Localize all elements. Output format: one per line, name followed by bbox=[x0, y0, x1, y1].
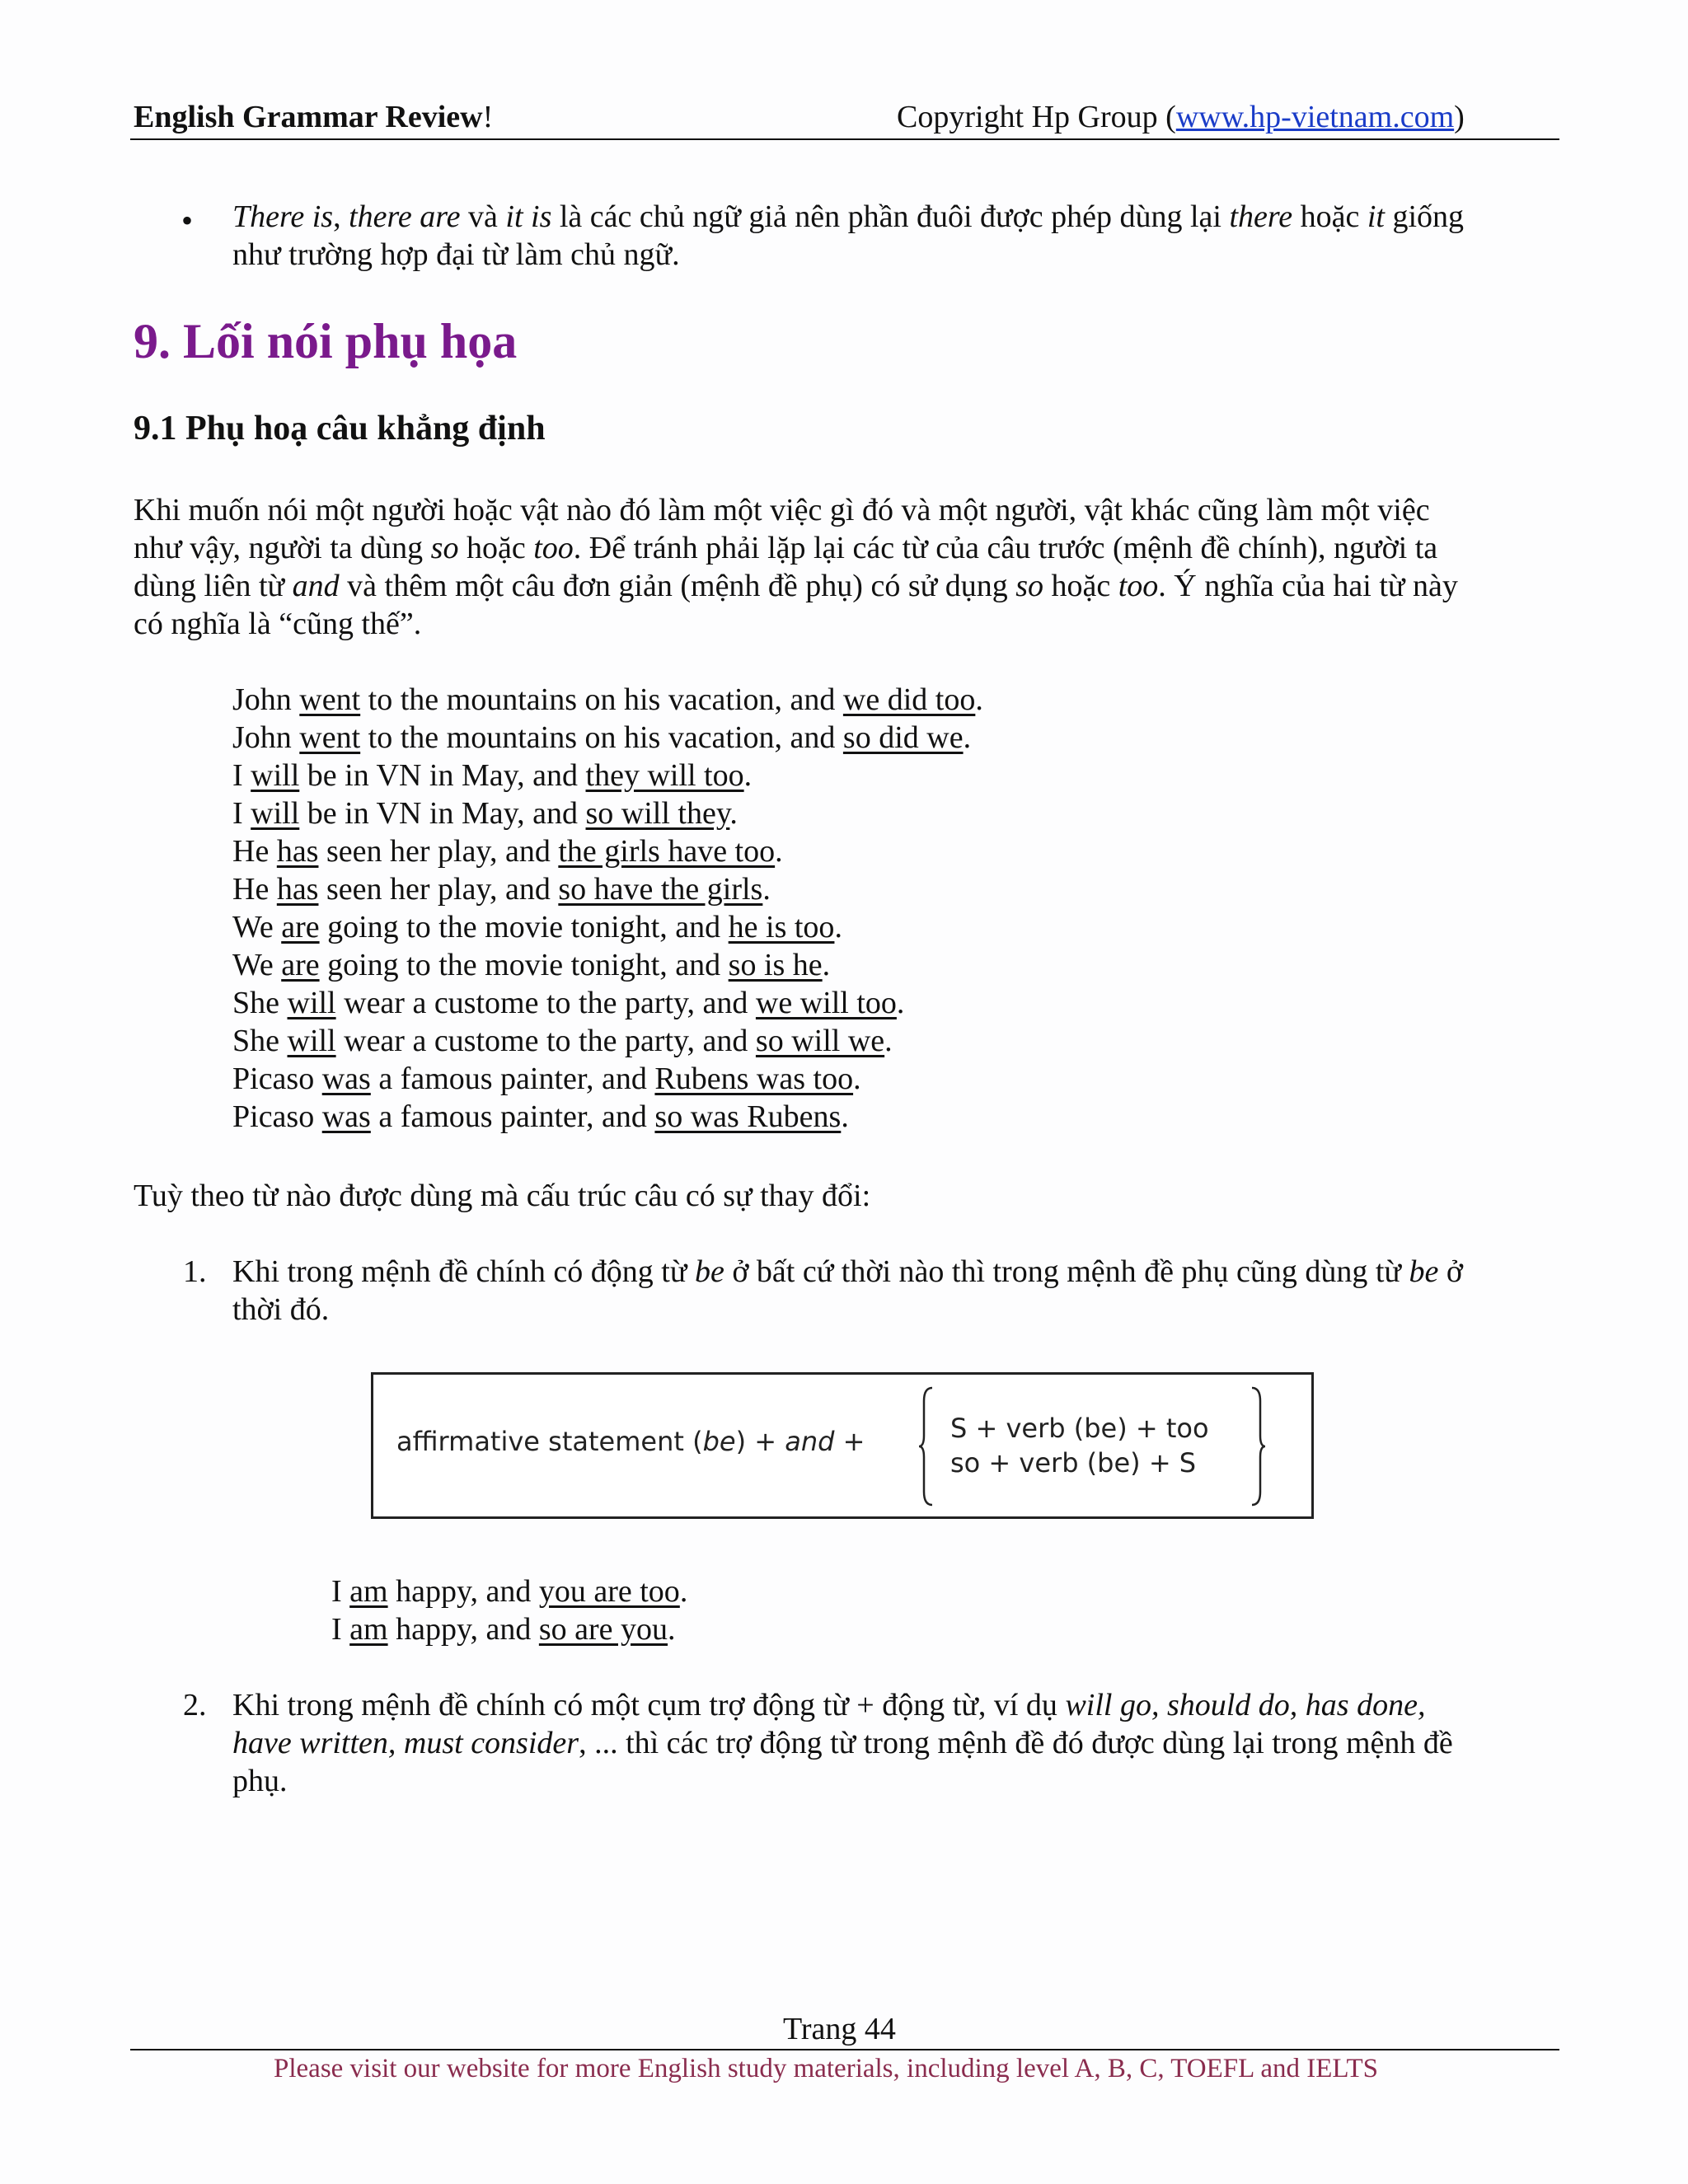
header-title: English Grammar Review! bbox=[134, 100, 494, 134]
example-list bbox=[232, 681, 983, 1136]
bullet-text-line2: như trường hợp đại từ làm chủ ngữ. bbox=[232, 237, 680, 272]
item2-line3: phụ. bbox=[232, 1764, 288, 1798]
example-line: He has seen her play, and so have the girls. bbox=[232, 872, 771, 907]
bullet-icon: • bbox=[181, 202, 194, 239]
item2-line2: have written, must consider, ... thì các trợ động từ trong mệnh đề đó được dùng lại trong mệnh đề bbox=[232, 1726, 1453, 1760]
example-line: I will be in VN in May, and so will they. bbox=[232, 796, 738, 831]
example-line: We are going to the movie tonight, and he is too. bbox=[232, 910, 842, 944]
change-note: Tuỳ theo từ nào được dùng mà cấu trúc câu có sự thay đổi: bbox=[134, 1179, 871, 1213]
right-brace-icon bbox=[1250, 1385, 1267, 1508]
example-line: She will wear a custome to the party, and we will too. bbox=[232, 986, 905, 1020]
formula-option-1: S + verb (be) + too bbox=[950, 1413, 1209, 1444]
section-title: 9. Lối nói phụ họa bbox=[134, 314, 518, 368]
header-copyright: Copyright Hp Group (www.hp-vietnam.com) bbox=[897, 100, 1465, 134]
intro-line3: dùng liên từ and và thêm một câu đơn giản (mệnh đề phụ) có sử dụng so hoặc too. Ý nghĩa của hai từ này bbox=[134, 569, 1458, 603]
item1-line1: Khi trong mệnh đề chính có động từ be ở bất cứ thời nào thì trong mệnh đề phụ cũng dùng từ be ở bbox=[232, 1254, 1464, 1289]
example-line: I will be in VN in May, and they will too. bbox=[232, 758, 753, 793]
page-number: Trang 44 bbox=[783, 2012, 896, 2046]
item2-number: 2. bbox=[183, 1688, 207, 1722]
left-brace-icon bbox=[917, 1385, 934, 1508]
example-list-2 bbox=[331, 1572, 687, 1648]
item1-line2: thời đó. bbox=[232, 1292, 330, 1327]
example-line: We are going to the movie tonight, and so is he. bbox=[232, 948, 831, 982]
example-line: Picaso was a famous painter, and so was Rubens. bbox=[232, 1099, 849, 1134]
example-line: I am happy, and so are you. bbox=[331, 1612, 676, 1647]
item2-line1: Khi trong mệnh đề chính có một cụm trợ động từ + động từ, ví dụ will go, should do, has done, bbox=[232, 1688, 1426, 1722]
intro-line4: có nghĩa là “cũng thế”. bbox=[134, 607, 422, 641]
example-line: Picaso was a famous painter, and Rubens was too. bbox=[232, 1062, 861, 1096]
example-line: She will wear a custome to the party, and so will we. bbox=[232, 1024, 893, 1058]
example-line: I am happy, and you are too. bbox=[331, 1574, 688, 1609]
example-line: John went to the mountains on his vacation, and so did we. bbox=[232, 720, 972, 755]
footer-rule bbox=[130, 2049, 1559, 2050]
item1-number: 1. bbox=[183, 1254, 207, 1289]
intro-line1: Khi muốn nói một người hoặc vật nào đó làm một việc gì đó và một người, vật khác cũng làm một việc bbox=[134, 493, 1430, 527]
bullet-text-line1: There is, there are và it is là các chủ ngữ giả nên phần đuôi được phép dùng lại there hoặc it giống bbox=[232, 199, 1465, 234]
formula-box bbox=[371, 1372, 1314, 1519]
footer-note: Please visit our website for more English study materials, including level A, B, C, TOEFL and IELTS bbox=[274, 2054, 1379, 2083]
example-line: He has seen her play, and the girls have too. bbox=[232, 834, 783, 869]
website-link[interactable]: www.hp-vietnam.com bbox=[1175, 100, 1455, 134]
subsection-title: 9.1 Phụ hoạ câu khẳng định bbox=[134, 410, 546, 448]
header-rule bbox=[130, 138, 1559, 140]
intro-line2: như vậy, người ta dùng so hoặc too. Để tránh phải lặp lại các từ của câu trước (mệnh đề chính), người ta bbox=[134, 531, 1438, 565]
formula-left: affirmative statement (be) + and + bbox=[396, 1426, 865, 1457]
example-line: John went to the mountains on his vacation, and we did too. bbox=[232, 682, 983, 717]
formula-option-2: so + verb (be) + S bbox=[950, 1447, 1197, 1479]
